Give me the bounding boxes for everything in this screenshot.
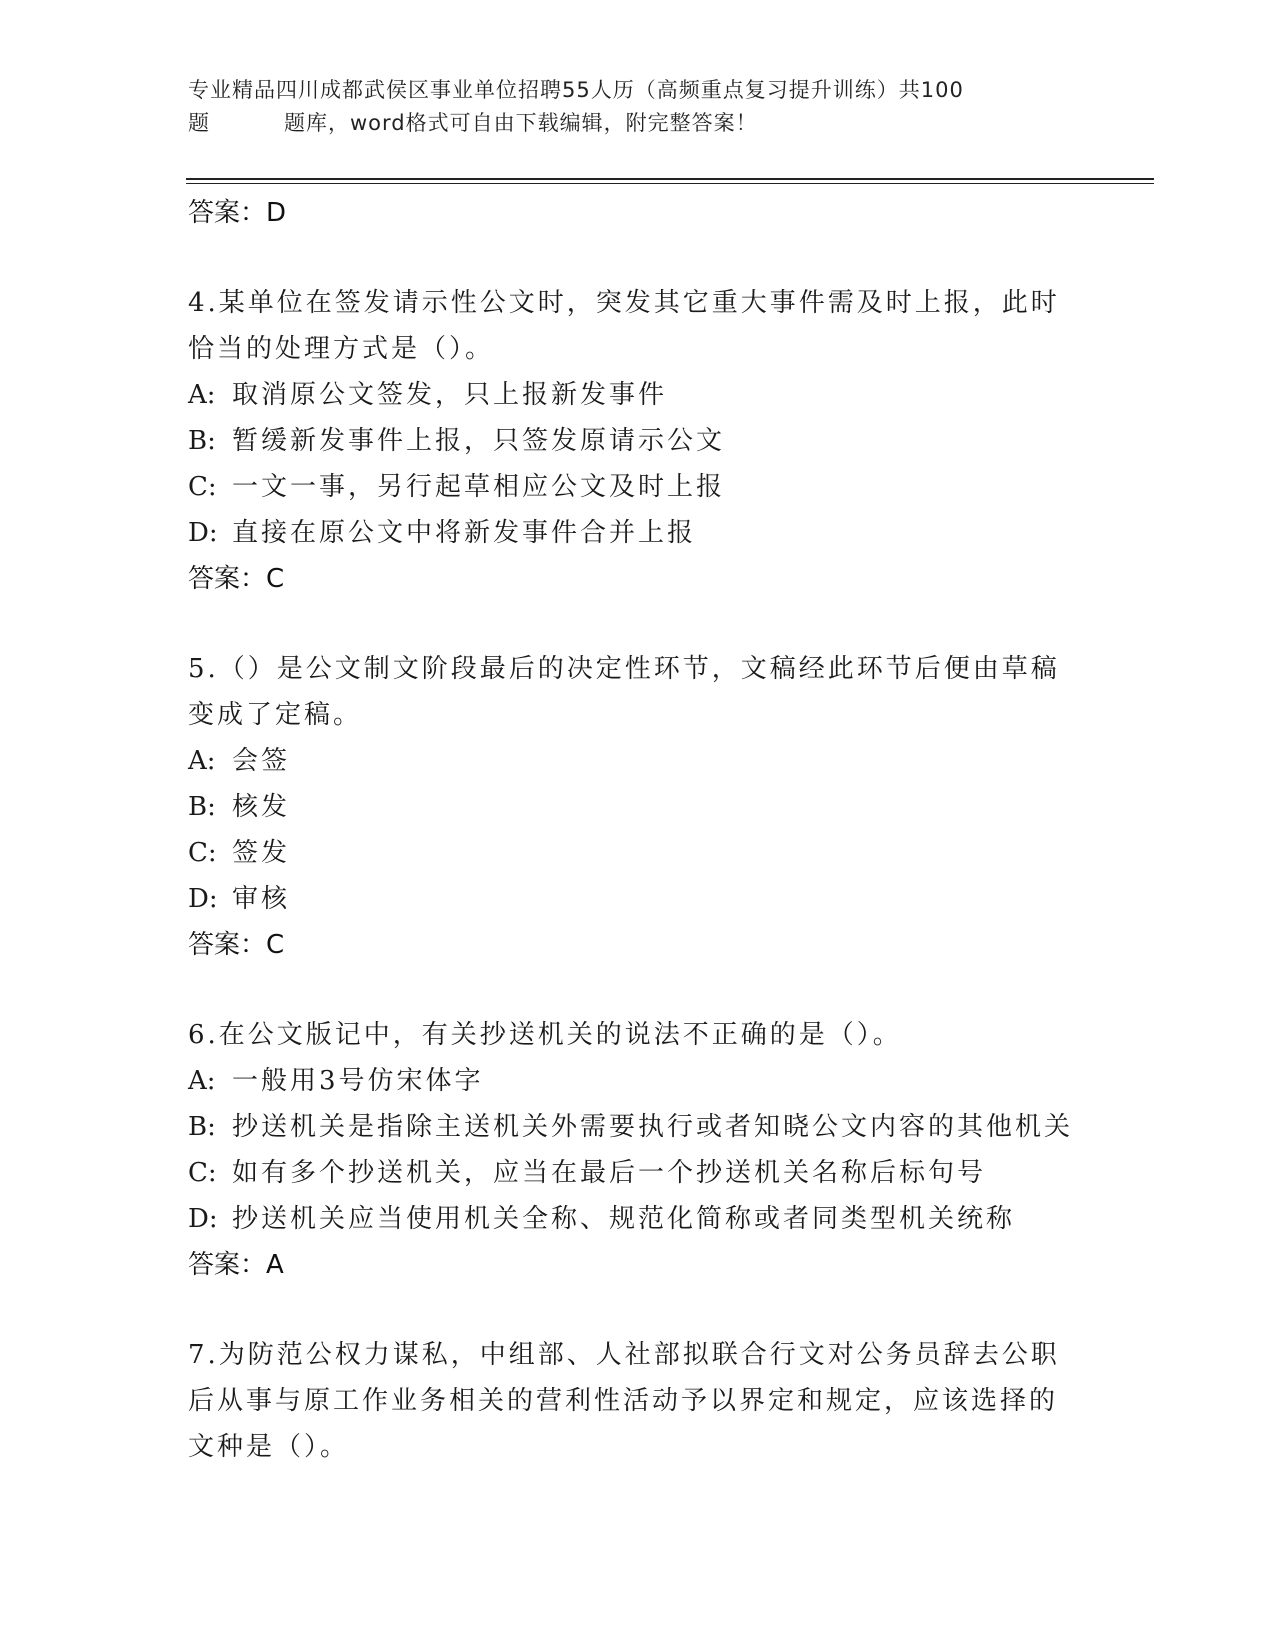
- option-letter: C:: [188, 838, 217, 868]
- option-a: [188, 372, 1088, 418]
- option-text: 签发: [232, 838, 291, 868]
- stem-line: 后从事与原工作业务相关的营利性活动予以界定和规定，应该选择的: [188, 1386, 1059, 1416]
- answer-line: 答案：C: [188, 564, 285, 594]
- header-rule-thin: [186, 183, 1154, 184]
- stem-line: 恰当的处理方式是（）。: [188, 334, 495, 364]
- question-6: [188, 1012, 1088, 1288]
- option-text: 会签: [232, 746, 291, 776]
- question-4: [188, 280, 1088, 602]
- option-letter: A:: [188, 746, 216, 776]
- header-line2-tail: 题库，word格式可自由下载编辑，附完整答案！: [284, 111, 758, 135]
- spacer: [188, 236, 1088, 280]
- stem-line: 6.在公文版记中，有关抄送机关的说法不正确的是（）。: [188, 1020, 902, 1050]
- option-letter: A:: [188, 1066, 216, 1096]
- option-a: [188, 1058, 1088, 1104]
- option-text: 一文一事，另行起草相应公文及时上报: [232, 472, 726, 502]
- option-b: [188, 418, 1088, 464]
- header-title-line1: 专业精品四川成都武侯区事业单位招聘55人历（高频重点复习提升训练）共100: [188, 78, 964, 102]
- page-header: [188, 74, 1068, 140]
- option-text: 抄送机关是指除主送机关外需要执行或者知晓公文内容的其他机关: [232, 1112, 1074, 1142]
- stem-line: 变成了定稿。: [188, 700, 363, 730]
- question-list: [188, 190, 1088, 1470]
- option-text: 一般用3号仿宋体字: [232, 1066, 484, 1096]
- option-b: [188, 1104, 1088, 1150]
- option-letter: D:: [188, 518, 218, 548]
- question-7: [188, 1332, 1088, 1470]
- header-rule-thick: [186, 178, 1154, 180]
- question-stem: [188, 646, 1088, 738]
- option-d: [188, 510, 1088, 556]
- stem-line: 7.为防范公权力谋私，中组部、人社部拟联合行文对公务员辞去公职: [188, 1340, 1060, 1370]
- option-text: 取消原公文签发，只上报新发事件: [232, 380, 668, 410]
- option-c: [188, 830, 1088, 876]
- stem-line: 4.某单位在签发请示性公文时，突发其它重大事件需及时上报，此时: [188, 288, 1060, 318]
- answer-line: 答案：C: [188, 930, 285, 960]
- option-letter: B:: [188, 426, 216, 456]
- option-b: [188, 784, 1088, 830]
- option-text: 抄送机关应当使用机关全称、规范化简称或者同类型机关统称: [232, 1204, 1016, 1234]
- option-a: [188, 738, 1088, 784]
- option-letter: D:: [188, 1204, 218, 1234]
- question-stem: [188, 280, 1088, 372]
- option-c: [188, 464, 1088, 510]
- stem-line: 文种是（）。: [188, 1432, 350, 1462]
- question-stem: [188, 1012, 1088, 1058]
- spacer: [188, 968, 1088, 1012]
- header-title-line2: [188, 107, 1068, 140]
- option-text: 审核: [232, 884, 291, 914]
- spacer: [188, 1288, 1088, 1332]
- answer-line: 答案：A: [188, 1250, 284, 1280]
- question-5: [188, 646, 1088, 968]
- option-letter: C:: [188, 472, 217, 502]
- option-text: 直接在原公文中将新发事件合并上报: [232, 518, 697, 548]
- option-letter: B:: [188, 792, 216, 822]
- option-letter: B:: [188, 1112, 216, 1142]
- option-d: [188, 1196, 1088, 1242]
- option-text: 核发: [232, 792, 291, 822]
- answer-line: 答案：D: [188, 198, 287, 228]
- question-stem: [188, 1332, 1088, 1470]
- option-text: 暂缓新发事件上报，只签发原请示公文: [232, 426, 726, 456]
- stem-line: 5.（）是公文制文阶段最后的决定性环节，文稿经此环节后便由草稿: [188, 654, 1060, 684]
- option-letter: A:: [188, 380, 216, 410]
- header-line2-head: 题: [188, 111, 210, 135]
- option-letter: D:: [188, 884, 218, 914]
- option-letter: C:: [188, 1158, 217, 1188]
- option-text: 如有多个抄送机关，应当在最后一个抄送机关名称后标句号: [232, 1158, 987, 1188]
- option-c: [188, 1150, 1088, 1196]
- option-d: [188, 876, 1088, 922]
- spacer: [188, 602, 1088, 646]
